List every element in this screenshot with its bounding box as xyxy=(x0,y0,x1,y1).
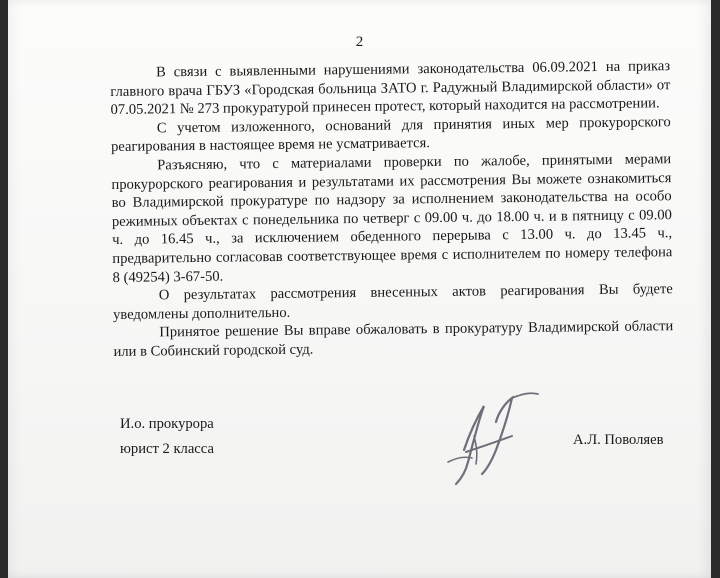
paragraph-review-materials: Разъясняю, что с материалами проверки по жалобе, принятыми мерами прокурорского реагирования и результатами их рассмотрения Вы можете ознакомиться во Владимирской прокуратуре по надзору за исполнением законодательства на особо режимных объектах с понедельника по четверг с 09.00 ч. до 18.00 ч. и в пятницу с 09.00 ч. до 16.45 ч., за исключением обеденного перерыва с 13.00 ч. до 13.45 ч., предварительно согласовав соответствующее время с исполнителем по номеру телефона 8 (49254) 3-67-50. xyxy=(111,151,673,286)
page-number: 2 xyxy=(355,34,364,50)
paragraph-protest: В связи с выявленными нарушениями законодательства 06.09.2021 на приказ главного врача ГБУЗ «Городская больница ЗАТО г. Радужный Владимирской области» от 07.05.2021 № 273 прокуратурой принесен протест, который находится на рассмотрении. xyxy=(110,58,671,119)
letter-body xyxy=(110,57,674,361)
paragraph-notification: О результатах рассмотрения внесенных актов реагирования Вы будете уведомлены дополнительно. xyxy=(112,281,673,323)
paragraph-appeal: Принятое решение Вы вправе обжаловать в прокуратуру Владимирской области или в Собинский городской суд. xyxy=(113,318,674,360)
signatory-title: И.о. прокурора xyxy=(120,416,214,432)
handwritten-signature xyxy=(426,392,546,492)
signatory-name: А.Л. Поволяев xyxy=(573,432,664,448)
paragraph-no-other-measures: С учетом изложенного, оснований для принятия иных мер прокурорского реагирования в настоящее время не усматривается. xyxy=(110,113,671,156)
signatory-rank: юрист 2 класса xyxy=(120,441,214,457)
document-page xyxy=(8,0,711,578)
